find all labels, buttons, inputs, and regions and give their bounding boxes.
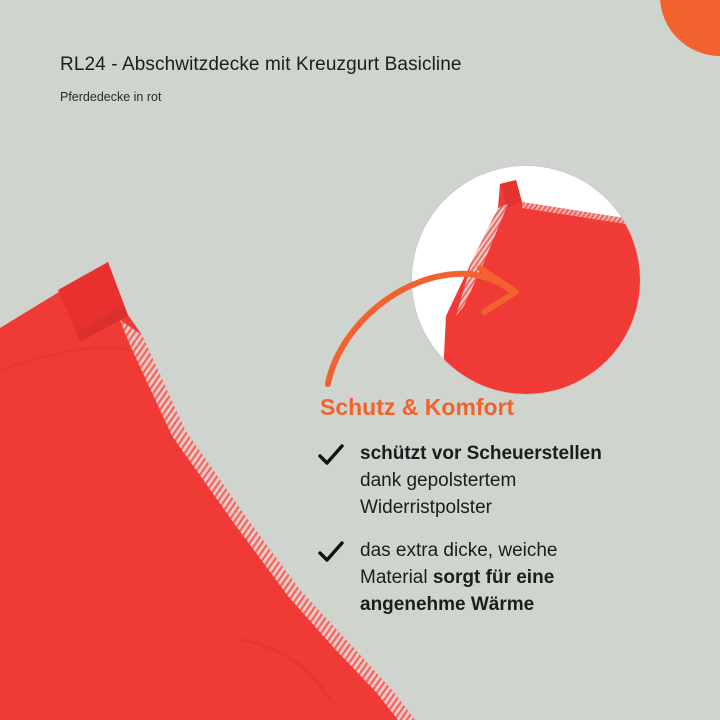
check-icon xyxy=(318,443,344,467)
feature-text: Material xyxy=(360,567,433,588)
feature-item xyxy=(318,537,713,618)
feature-text: dank gepolstertem xyxy=(360,470,517,491)
feature-text-bold: sorgt für eine xyxy=(432,567,555,588)
check-icon xyxy=(318,540,344,564)
feature-heading: Schutz & Komfort xyxy=(320,394,515,420)
feature-list xyxy=(318,440,713,618)
feature-text: schützt vor Scheuerstellen xyxy=(360,443,602,464)
feature-text-bold: angenehme Wärme xyxy=(360,594,535,615)
feature-item xyxy=(318,440,713,521)
feature-text-line xyxy=(360,564,713,591)
detail-zoom-image xyxy=(412,166,640,394)
product-title: RL24 - Abschwitzdecke mit Kreuzgurt Basicline xyxy=(60,54,462,75)
product-subtitle: Pferdedecke in rot xyxy=(60,90,162,104)
feature-text: das extra dicke, weiche xyxy=(360,540,558,561)
feature-text: Widerristpolster xyxy=(360,497,492,518)
